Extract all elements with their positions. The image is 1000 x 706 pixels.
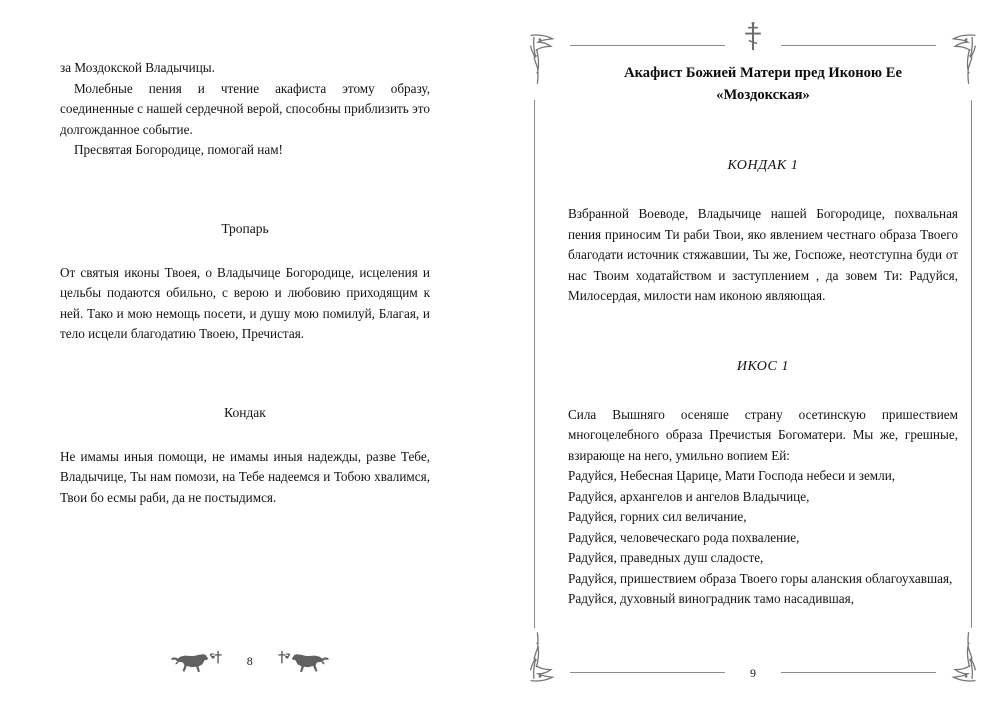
left-page-footer [0, 644, 500, 678]
spacer [60, 421, 430, 447]
heading-kondak-1: КОНДАК 1 [727, 158, 799, 173]
right-text-column [568, 62, 958, 610]
right-page [500, 0, 1000, 706]
litany-line: Радуйся, духовный виноградник тамо насадившая, [568, 591, 855, 606]
page-title-line-2: «Моздокская» [716, 87, 810, 103]
section-title-kontakion: Кондак [224, 404, 266, 420]
paragraph-continuation: за Моздокской Владычицы. [60, 60, 215, 75]
heraldic-lion-with-cross-ornament [273, 644, 331, 678]
orthodox-cross-ornament [743, 20, 763, 54]
paragraph-presvyataya: Пресвятая Богородице, помогай нам! [74, 142, 283, 157]
section-text-kontakion: Не имамы иныя помощи, не имамы иныя надежды, разве Тебе, Владычице, Ты нам помози, на Тебе надеемся и Тобою хвалимся, Твои бо есмы раби, да не постыдимся. [60, 448, 430, 505]
frame-rule-top-left [570, 45, 725, 46]
litany-line: Радуйся, Небесная Царице, Мати Господа небеси и земли, [568, 468, 896, 483]
page-number-right: 9 [750, 666, 756, 680]
left-text-column [60, 58, 430, 508]
heraldic-lion-with-cross-ornament [169, 644, 227, 678]
litany-line: Радуйся, человеческаго рода похваление, [568, 529, 800, 545]
litany-line: Радуйся, горних сил величание, [568, 509, 747, 524]
heading-ikos-1: ИКОС 1 [736, 358, 790, 374]
frame-rule-right [971, 100, 972, 628]
text-kondak-1: Взбранной Воеводе, Владычице нашей Богородице, похвальная пения приносим Ти раби Твои, яко явлением честнаго образа Твоего благодати источник стяжавшии, Ты же, Госпоже, неотступна буди от нас Твоим ходатайством и заступлением , да зовем Ти: Радуйся, Милосердая, милости нам иконою являющая. [568, 206, 958, 303]
text-ikos-1: Сила Вышняго осеняше страну осетинскую пришествием многоцелебного образа Пречистыя Богоматери. Мы же, грешные, взирающе на него, умильно вопием Ей: [568, 406, 958, 463]
acanthus-corner-flourish [528, 628, 562, 684]
frame-rule-bottom-left [570, 672, 725, 673]
page-title-line-1: Акафист Божией Матери пред Иконою Ее [624, 65, 902, 81]
spacer [60, 161, 430, 221]
page-number-left: 8 [246, 653, 254, 668]
litany-line: Радуйся, пришествием образа Твоего горы аланския облагоухавшая, [568, 570, 953, 586]
frame-rule-left [534, 100, 535, 628]
frame-rule-top-right [781, 45, 936, 46]
litany-line-list [568, 466, 958, 610]
litany-line: Радуйся, архангелов и ангелов Владычице, [568, 488, 810, 504]
spacer [60, 237, 430, 263]
paragraph-molebnye: Молебные пения и чтение акафиста этому образу, соединенные с нашей сердечной верой, способны приблизить это долгожданное событие. [60, 80, 430, 137]
acanthus-corner-flourish [528, 32, 562, 88]
litany-line: Радуйся, праведных душ сладосте, [568, 550, 764, 565]
spacer [568, 106, 958, 158]
spacer [568, 307, 958, 359]
section-text-troparion: От святыя иконы Твоея, о Владычице Богородице, исцеления и цельбы подаются обильно, с верою и любовию приходящим к ней. Тако и мою немощь посети, и душу мою помилуй, Благая, и тело исцели благодатию Твоею, Пречистая. [60, 264, 430, 341]
spacer [60, 345, 430, 405]
frame-rule-bottom-right [781, 672, 936, 673]
section-title-troparion: Тропарь [221, 220, 269, 236]
acanthus-corner-flourish [944, 628, 978, 684]
spacer [568, 375, 958, 405]
spacer [568, 174, 958, 204]
